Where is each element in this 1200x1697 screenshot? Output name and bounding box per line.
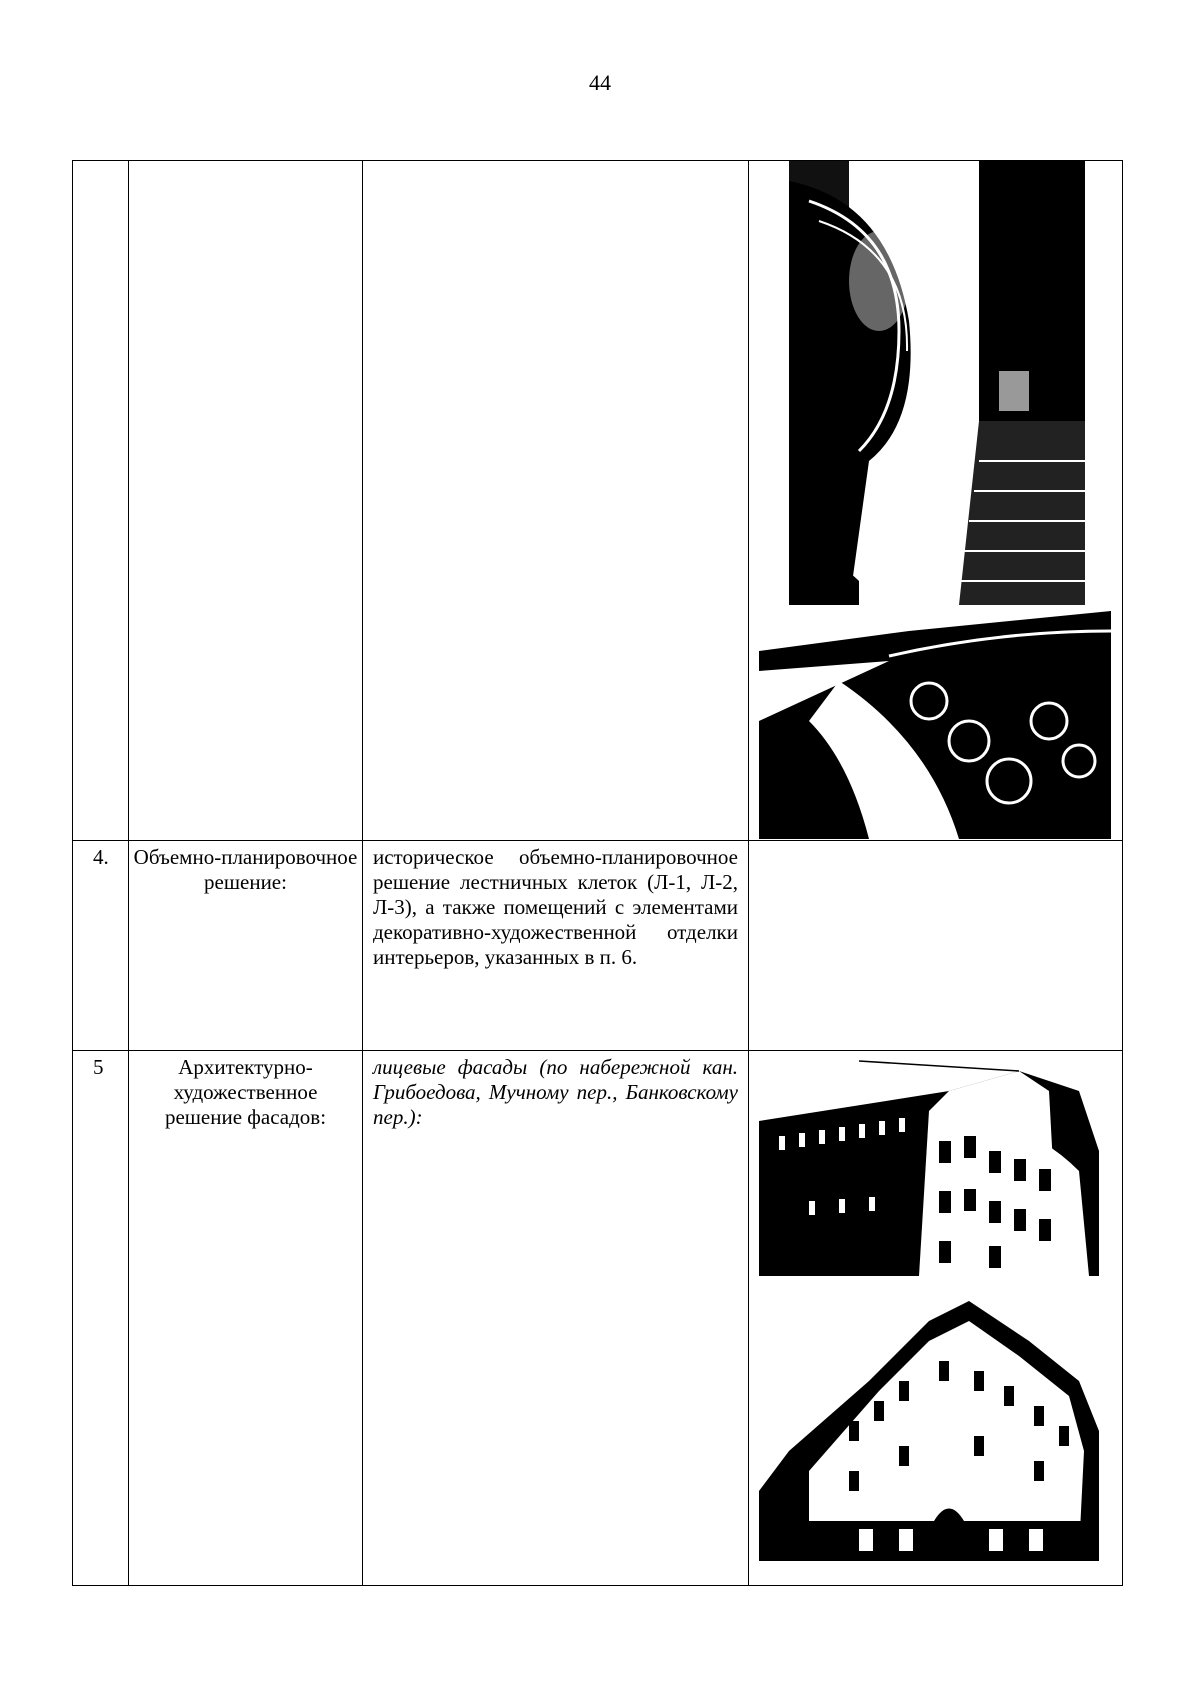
page-number: 44 — [589, 70, 611, 95]
row-label: Объемно-планировочное решение: — [129, 841, 363, 1051]
row-description: историческое объемно-планировочное решение лестничных клеток (Л-1, Л-2, Л-3), а также помещений с элементами декоративно-художественной отделки интерьеров, указанных в п. 6. — [363, 841, 749, 1051]
row-description — [363, 161, 749, 841]
row-label — [129, 161, 363, 841]
row-description: лицевые фасады (по набережной кан. Грибоедова, Мучному пер., Банковскому пер.): — [363, 1051, 749, 1586]
table-row — [73, 841, 1123, 1051]
photo-cell — [749, 161, 1123, 841]
protection-subject-table — [72, 160, 1123, 1586]
table-row — [73, 161, 1123, 841]
row-number — [73, 161, 129, 841]
photo-cell — [749, 1051, 1123, 1586]
row-number: 5 — [73, 1051, 129, 1586]
table-row — [73, 1051, 1123, 1586]
row-label: Архитектурно-художественное решение фасадов: — [129, 1051, 363, 1586]
building-facade-photo — [749, 1051, 1121, 1584]
staircase-railing-photo — [749, 161, 1121, 839]
row-number: 4. — [73, 841, 129, 1051]
photo-cell — [749, 841, 1123, 1051]
